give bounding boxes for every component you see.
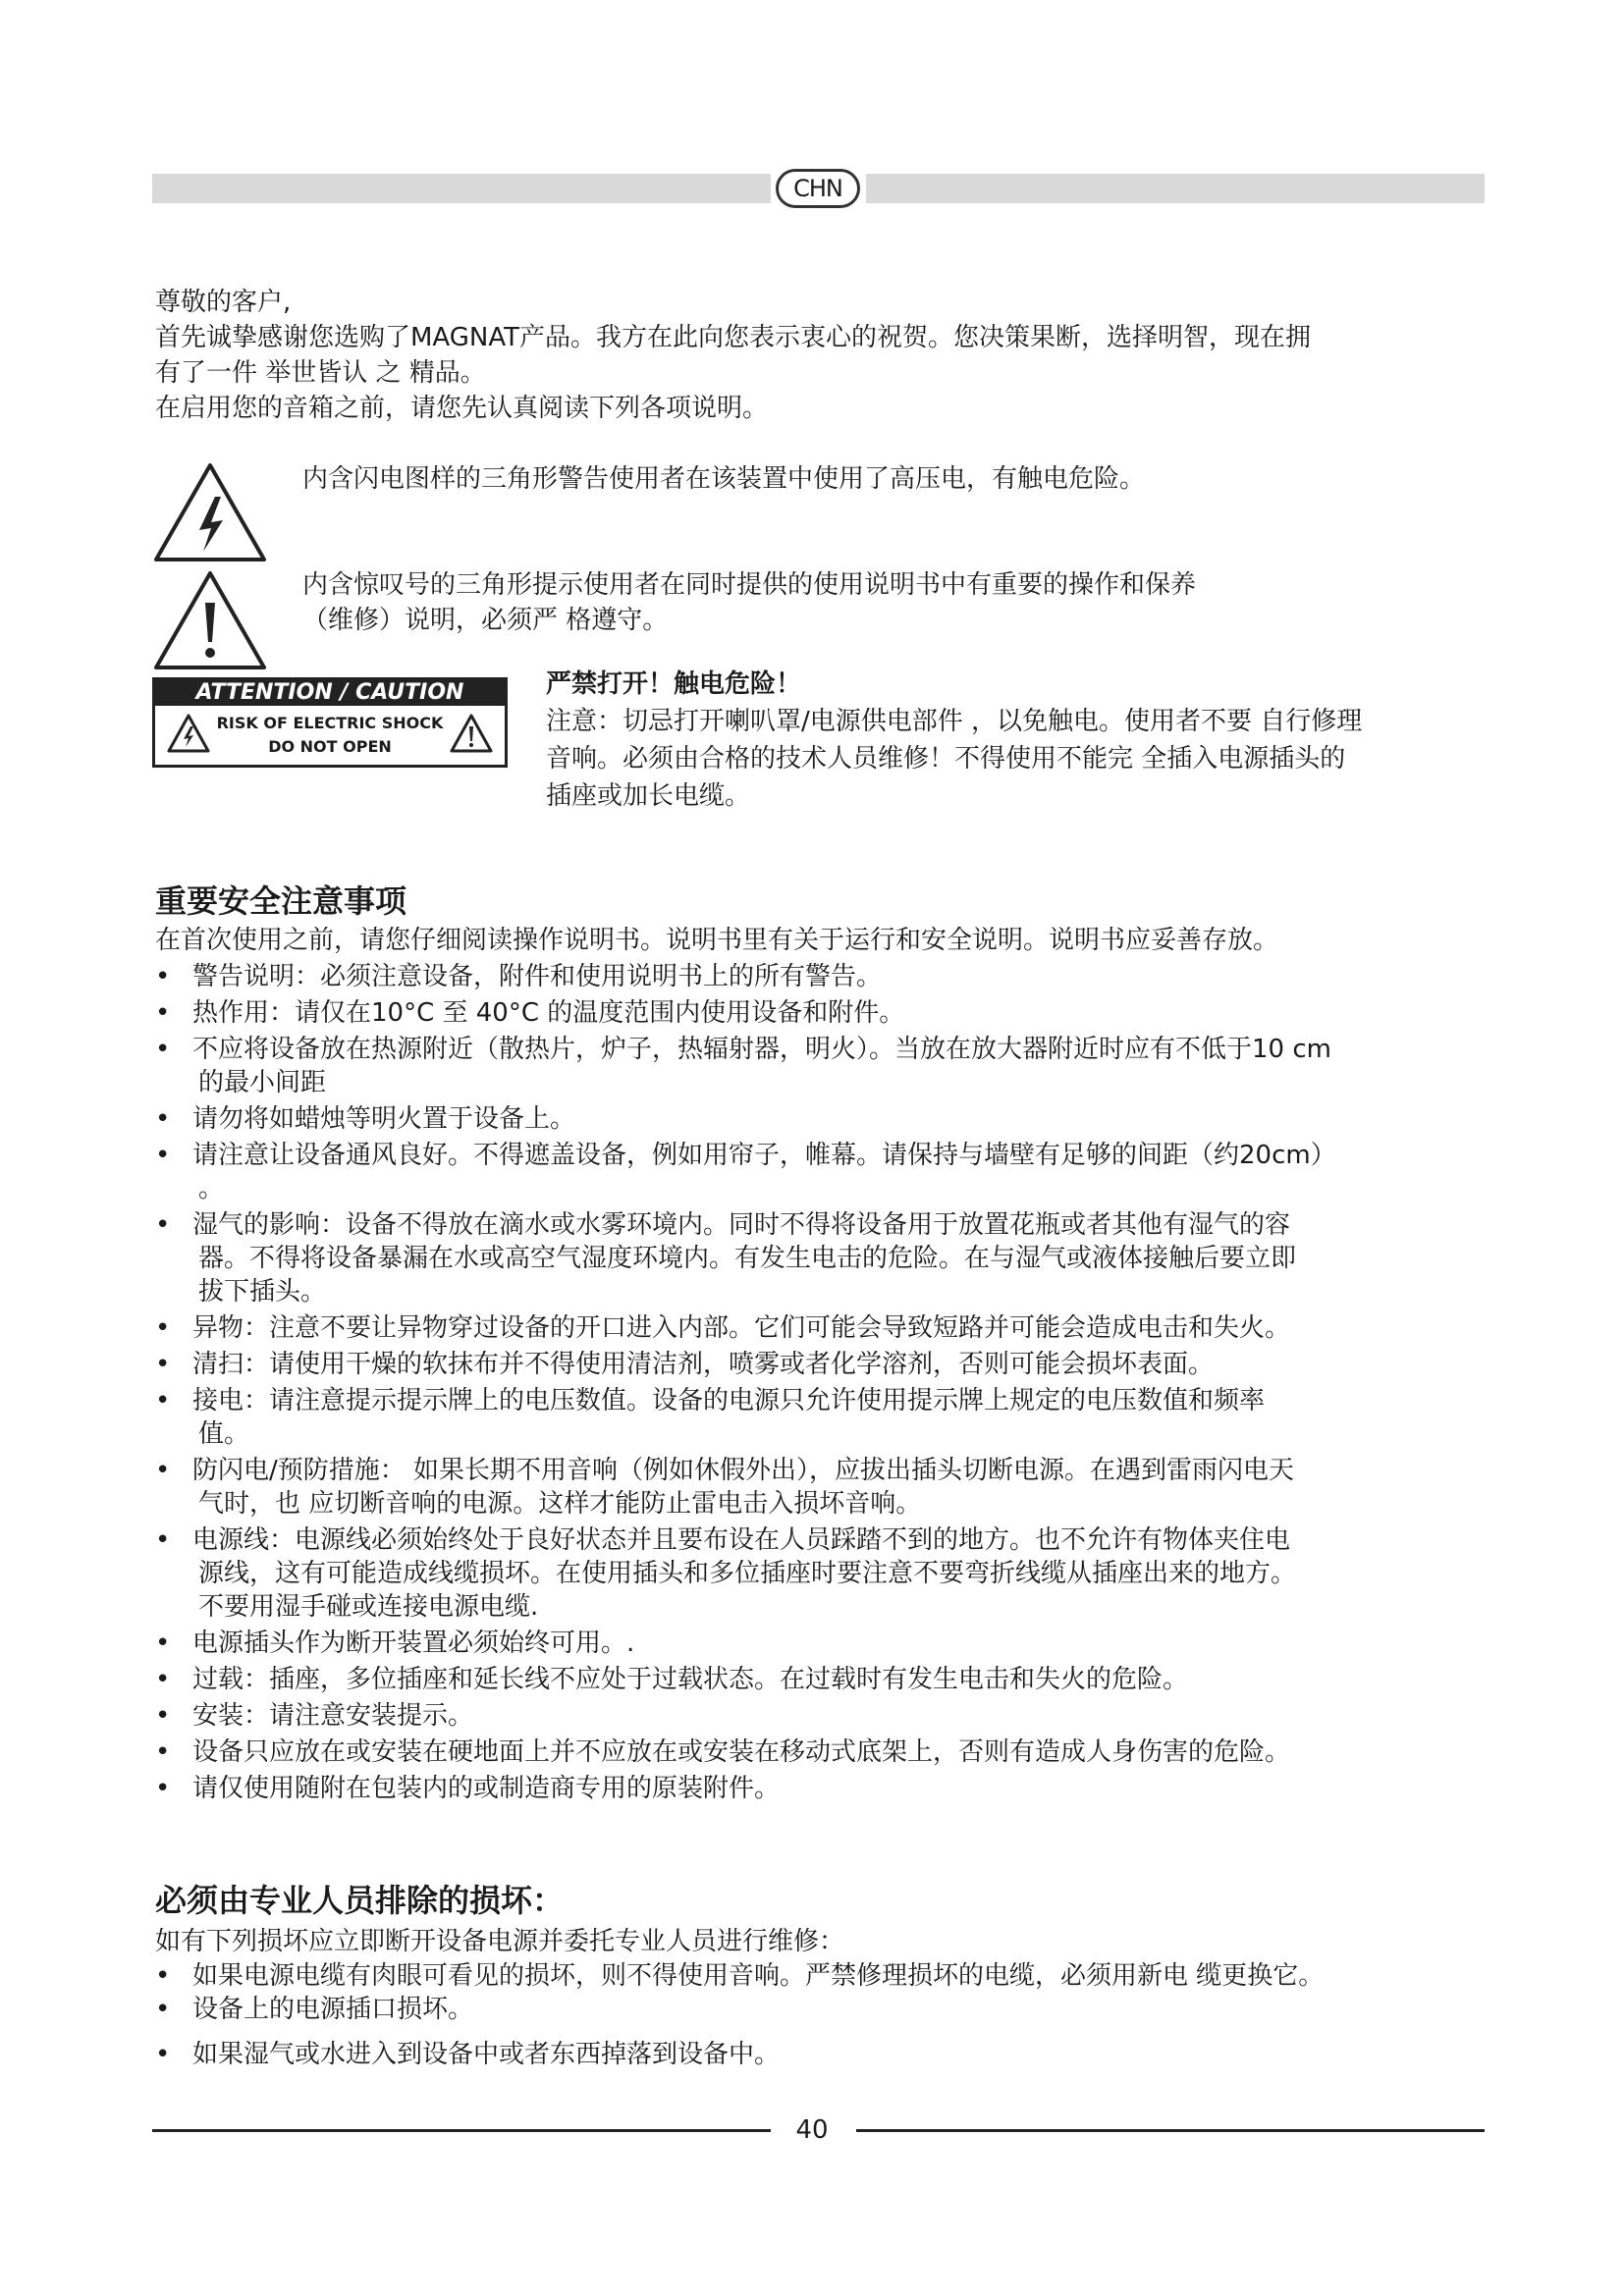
caution-line: 注意：切忌打开喇叭罩/电源供电部件 ，以免触电。使用者不要 自行修理 <box>546 707 1363 736</box>
list-item <box>155 1208 1336 1308</box>
list-item <box>155 1139 1336 1205</box>
list-item-text: 湿气的影响：设备不得放在滴水或水雾环境内。同时不得将设备用于放置花瓶或者其他有湿气的容 <box>192 1210 1291 1240</box>
safety-list <box>155 960 1336 1805</box>
list-item <box>155 1772 1336 1805</box>
bullet-icon: • <box>155 1210 171 1240</box>
intro-line: 在启用您的音箱之前，请您先认真阅读下列各项说明。 <box>155 394 769 423</box>
list-item-text: 请注意让设备通风良好。不得遮盖设备，例如用帘子，帷幕。请保持与墙壁有足够的间距（约20cm） <box>192 1141 1336 1170</box>
list-item-continuation: 值。 <box>198 1419 250 1449</box>
bullet-icon: • <box>155 1701 171 1731</box>
header-bar-left <box>152 174 771 203</box>
damage-intro: 如有下列损坏应立即断开设备电源并委托专业人员进行维修： <box>155 1927 845 1956</box>
safety-section-title: 重要安全注意事项 <box>155 882 407 920</box>
list-item-text: 清扫：请使用干燥的软抹布并不得使用清洁剂，喷雾或者化学溶剂，否则可能会损坏表面。 <box>192 1350 1215 1379</box>
header-bar-right <box>866 174 1485 203</box>
bullet-icon: • <box>155 1350 171 1379</box>
footer-rule-right <box>856 2129 1485 2132</box>
caution-title: 严禁打开！触电危险！ <box>546 669 802 699</box>
list-item <box>155 996 1336 1030</box>
list-item-text: 如果湿气或水进入到设备中或者东西掉落到设备中。 <box>192 2040 781 2069</box>
bullet-icon: • <box>155 998 171 1028</box>
exclamation-warning-icon <box>152 569 268 671</box>
list-item-continuation: 器。不得将设备暴漏在水或高空气湿度环境内。有发生电击的危险。在与湿气或液体接触后要立即 <box>198 1244 1297 1273</box>
caution-line: 插座或加长电缆。 <box>546 781 751 811</box>
list-item <box>155 2038 1324 2071</box>
bullet-icon: • <box>155 1629 171 1658</box>
list-item-text: 不应将设备放在热源附近（散热片，炉子，热辐射器，明火）。当放在放大器附近时应有不低于10 cm <box>192 1035 1331 1064</box>
bullet-icon: • <box>155 1961 171 1991</box>
list-item-text: 电源插头作为断开装置必须始终可用。. <box>192 1629 635 1658</box>
bullet-icon: • <box>155 1774 171 1803</box>
page-number: 40 <box>795 2115 829 2145</box>
caution-label-line: DO NOT OPEN <box>268 737 392 756</box>
lightning-warning-icon <box>152 461 268 563</box>
list-item <box>155 1663 1336 1696</box>
safety-intro: 在首次使用之前，请您仔细阅读操作说明书。说明书里有关于运行和安全说明。说明书应妥善存放。 <box>155 926 1279 955</box>
list-item <box>155 1102 1336 1136</box>
caution-label-body <box>214 712 446 759</box>
list-item <box>155 1348 1336 1381</box>
list-item <box>155 1735 1336 1769</box>
caution-label <box>152 677 508 768</box>
list-item <box>155 1311 1336 1345</box>
list-item-text: 请勿将如蜡烛等明火置于设备上。 <box>192 1104 576 1134</box>
list-item-text: 如果电源电缆有肉眼可看见的损坏，则不得使用音响。严禁修理损坏的电缆，必须用新电 缆更换它。 <box>192 1961 1325 1991</box>
bullet-icon: • <box>155 962 171 991</box>
list-item-continuation: 。 <box>198 1174 225 1203</box>
list-item-text: 防闪电/预防措施： 如果长期不用音响（例如休假外出），应拔出插头切断电源。在遇到雷雨闪电天 <box>192 1456 1295 1485</box>
language-badge: CHN <box>776 169 860 208</box>
bullet-icon: • <box>155 2040 171 2069</box>
lightning-warning-text: 内含闪电图样的三角形警告使用者在该装置中使用了高压电，有触电危险。 <box>302 464 1146 494</box>
bullet-icon: • <box>155 1665 171 1694</box>
list-item <box>155 1384 1336 1451</box>
bullet-icon: • <box>155 1995 171 2024</box>
list-item-continuation: 不要用湿手碰或连接电源电缆. <box>198 1592 539 1622</box>
list-item-text: 热作用：请仅在10°C 至 40°C 的温度范围内使用设备和附件。 <box>192 998 905 1028</box>
damage-section-title: 必须由专业人员排除的损坏： <box>155 1882 565 1919</box>
list-item-text: 请仅使用随附在包装内的或制造商专用的原装附件。 <box>192 1774 781 1803</box>
list-item-text: 警告说明：必须注意设备，附件和使用说明书上的所有警告。 <box>192 962 883 991</box>
bullet-icon: • <box>155 1035 171 1064</box>
bullet-icon: • <box>155 1456 171 1485</box>
intro-line: 首先诚挚感谢您选购了MAGNAT产品。我方在此向您表示衷心的祝贺。您决策果断，选择明智，现在拥 <box>155 323 1312 352</box>
list-item <box>155 1993 1324 2026</box>
intro-line: 有了一件 举世皆认 之 精品。 <box>155 358 486 388</box>
footer-rule-left <box>152 2129 771 2132</box>
caution-label-line: RISK OF ELECTRIC SHOCK <box>216 714 444 732</box>
list-item-continuation: 的最小间距 <box>198 1068 327 1097</box>
list-item-text: 安装：请注意安装提示。 <box>192 1701 474 1731</box>
list-item-continuation: 源线，这有可能造成线缆损坏。在使用插头和多位插座时要注意不要弯折线缆从插座出来的地方。 <box>198 1559 1297 1588</box>
list-item-text: 接电：请注意提示提示牌上的电压数值。设备的电源只允许使用提示牌上规定的电压数值和频率 <box>192 1386 1266 1415</box>
bullet-icon: • <box>155 1141 171 1170</box>
list-item-text: 设备上的电源插口损坏。 <box>192 1995 474 2024</box>
bullet-icon: • <box>155 1104 171 1134</box>
intro-line: 尊敬的客户, <box>155 288 292 317</box>
damage-list <box>155 1959 1324 2071</box>
list-item <box>155 1627 1336 1660</box>
exclamation-warning-icon <box>450 714 493 753</box>
exclamation-warning-text <box>302 567 1196 638</box>
list-item-text: 电源线：电源线必须始终处于良好状态并且要布设在人员踩踏不到的地方。也不允许有物体夹住电 <box>192 1525 1291 1555</box>
list-item-text: 过载：插座，多位插座和延长线不应处于过载状态。在过载时有发生电击和失火的危险。 <box>192 1665 1189 1694</box>
bullet-icon: • <box>155 1737 171 1767</box>
list-item <box>155 1454 1336 1521</box>
lightning-warning-icon <box>167 714 210 753</box>
exclamation-warning-line: （维修）说明，必须严 格遵守。 <box>302 606 669 635</box>
list-item-text: 设备只应放在或安装在硬地面上并不应放在或安装在移动式底架上，否则有造成人身伤害的危险。 <box>192 1737 1291 1767</box>
bullet-icon: • <box>155 1386 171 1415</box>
caution-line: 音响。必须由合格的技术人员维修！不得使用不能完 全插入电源插头的 <box>546 744 1346 774</box>
caution-text <box>546 666 1362 815</box>
list-item-text: 异物：注意不要让异物穿过设备的开口进入内部。它们可能会导致短路并可能会造成电击和失火。 <box>192 1313 1291 1343</box>
list-item <box>155 1959 1324 1993</box>
list-item <box>155 1033 1336 1099</box>
exclamation-warning-line: 内含惊叹号的三角形提示使用者在同时提供的使用说明书中有重要的操作和保养 <box>302 570 1197 600</box>
list-item-continuation: 气时，也 应切断音响的电源。这样才能防止雷电击入损坏音响。 <box>198 1489 922 1519</box>
list-item <box>155 960 1336 993</box>
caution-label-header: ATTENTION / CAUTION <box>155 680 505 706</box>
bullet-icon: • <box>155 1313 171 1343</box>
intro-paragraph <box>155 285 1311 426</box>
list-item-continuation: 拔下插头。 <box>198 1277 327 1307</box>
list-item <box>155 1699 1336 1733</box>
bullet-icon: • <box>155 1525 171 1555</box>
list-item <box>155 1523 1336 1624</box>
